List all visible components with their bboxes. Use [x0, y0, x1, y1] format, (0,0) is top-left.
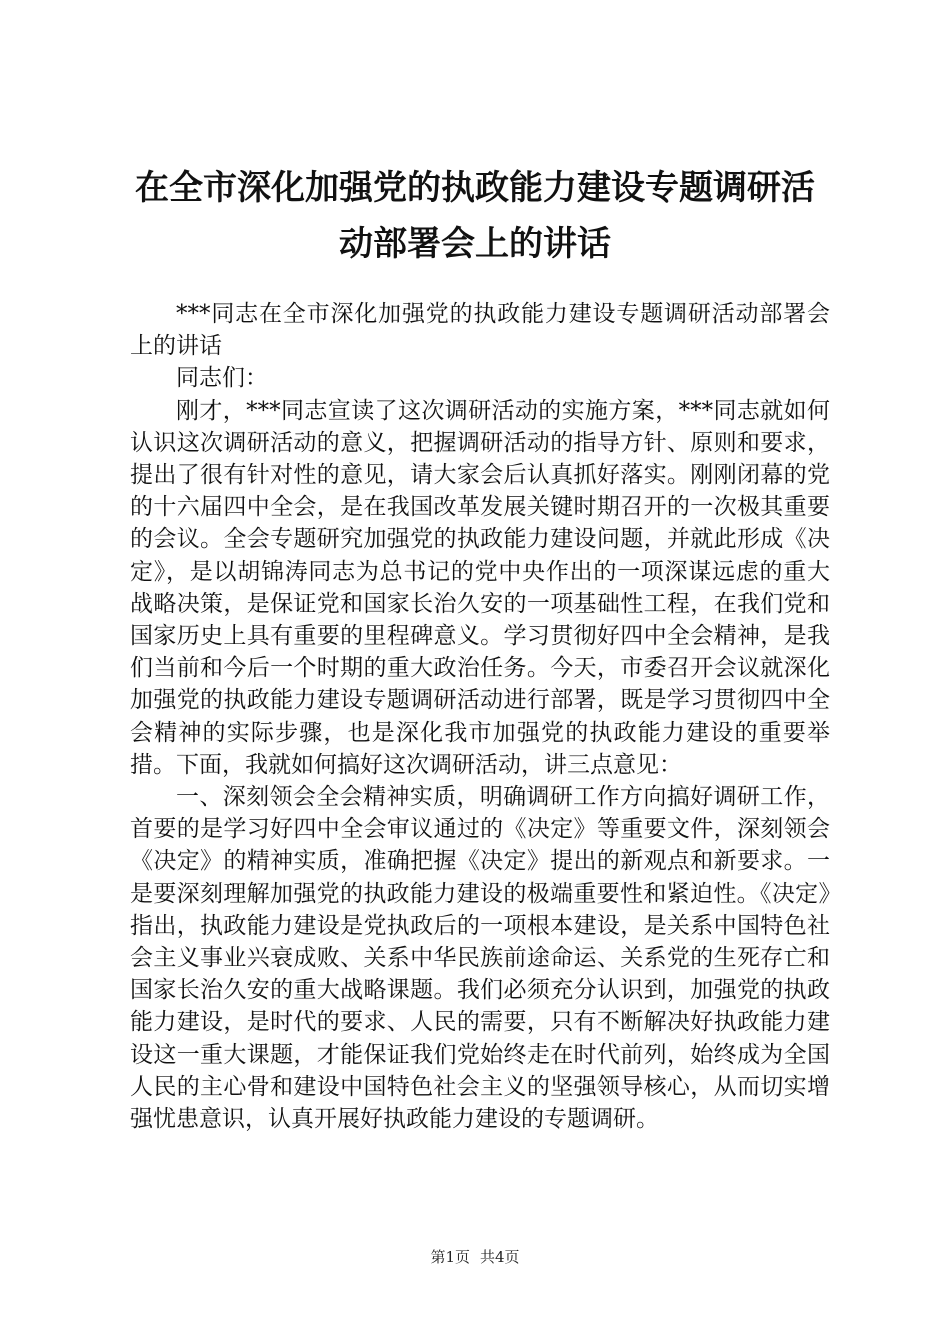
- body-paragraph: 刚才，***同志宣读了这次调研活动的实施方案，***同志就如何认识这次调研活动的意义，把握调研活动的指导方针、原则和要求，提出了很有针对性的意见，请大家会后认真抓好落实。刚刚闭幕的党的十六届四中全会，是在我国改革发展关键时期召开的一次极其重要的会议。全会专题研究加强党的执政能力建设问题，并就此形成《决定》，是以胡锦涛同志为总书记的党中央作出的一项深谋远虑的重大战略决策，是保证党和国家长治久安的一项基础性工程，在我们党和国家历史上具有重要的里程碑意义。学习贯彻好四中全会精神，是我们当前和今后一个时期的重大政治任务。今天，市委召开会议就深化加强党的执政能力建设专题调研活动进行部署，既是学习贯彻四中全会精神的实际步骤，也是深化我市加强党的执政能力建设的重要举措。下面，我就如何搞好这次调研活动，讲三点意见：: [130, 397, 830, 778]
- speech-heading-paragraph: ***同志在全市深化加强党的执政能力建设专题调研活动部署会上的讲话: [130, 301, 830, 360]
- body-paragraph: 一、深刻领会全会精神实质，明确调研工作方向搞好调研工作，首要的是学习好四中全会审议通过的《决定》等重要文件，深刻领会《决定》的精神实质，准确把握《决定》提出的新观点和新要求。一是要深刻理解加强党的执政能力建设的极端重要性和紧迫性。《决定》指出，执政能力建设是党执政后的一项根本建设，是关系中国特色社会主义事业兴衰成败、关系中华民族前途命运、关系党的生死存亡和国家长治久安的重大战略课题。我们必须充分认识到，加强党的执政能力建设，是时代的要求、人民的需要，只有不断解决好执政能力建设这一重大课题，才能保证我们党始终走在时代前列，始终成为全国人民的主心骨和建设中国特色社会主义的坚强领导核心，从而切实增强忧患意识，认真开展好执政能力建设的专题调研。: [130, 784, 830, 1133]
- document-body: [130, 298, 830, 1135]
- page-number: 第1页: [430, 1248, 470, 1266]
- page-total: 共4页: [480, 1248, 520, 1266]
- salutation-paragraph: 同志们：: [176, 365, 268, 392]
- page-footer: [0, 1246, 950, 1267]
- document-title: 在全市深化加强党的执政能力建设专题调研活动部署会上的讲话: [135, 168, 815, 264]
